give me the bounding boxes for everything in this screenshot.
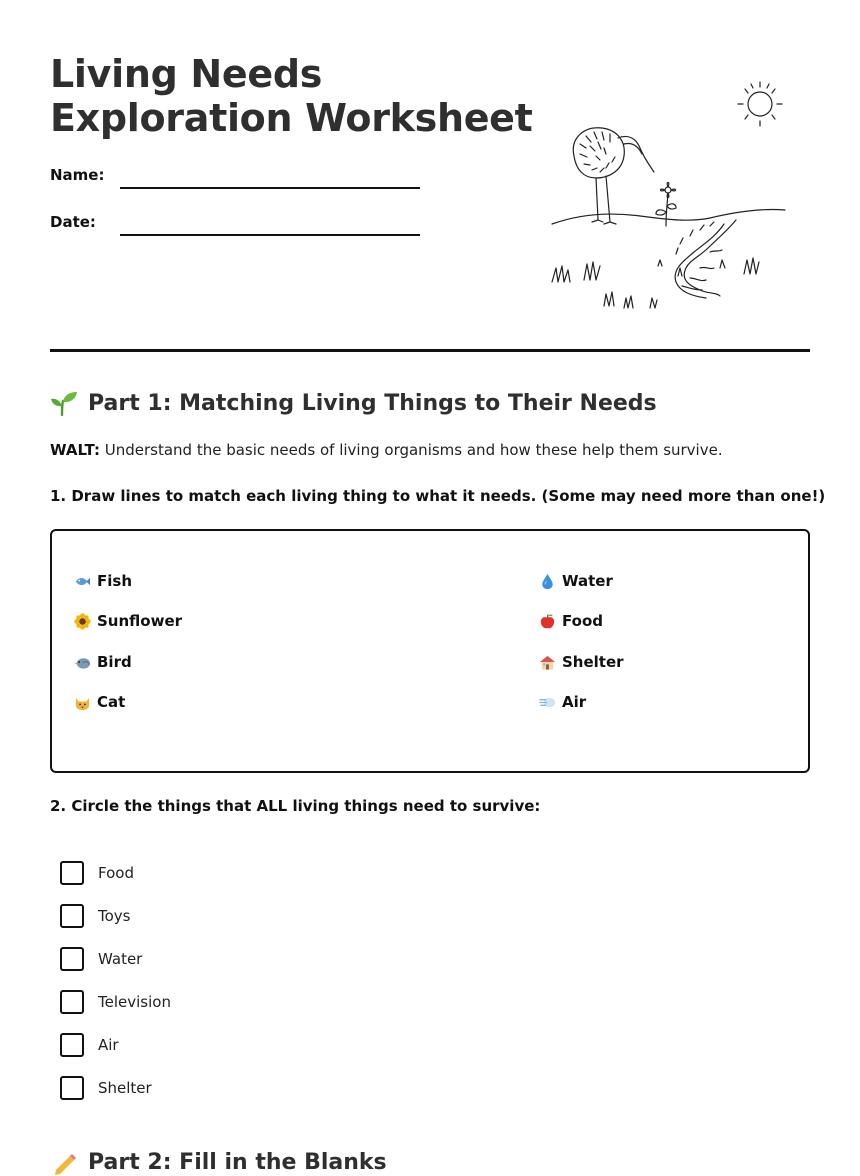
match-need-air[interactable] bbox=[539, 693, 586, 711]
option-label: Air bbox=[98, 1036, 119, 1054]
matching-box[interactable] bbox=[50, 529, 810, 773]
match-item-cat[interactable] bbox=[74, 693, 125, 711]
part2-heading-text: Part 2: Fill in the Blanks bbox=[88, 1149, 387, 1175]
kiwi-landscape-illustration bbox=[540, 72, 800, 322]
match-item-label: Cat bbox=[97, 693, 126, 711]
question-1: 1. Draw lines to match each living thing to what it needs. (Some may need more than one!) bbox=[50, 487, 826, 505]
sun-icon bbox=[738, 82, 782, 126]
checkbox-television[interactable] bbox=[60, 990, 84, 1014]
title-line-1: Living Needs bbox=[50, 52, 323, 96]
bird-icon bbox=[74, 654, 91, 671]
match-item-label: Sunflower bbox=[97, 612, 183, 630]
match-need-food[interactable] bbox=[539, 612, 603, 630]
part1-heading bbox=[50, 389, 657, 417]
pencil-icon bbox=[50, 1148, 78, 1176]
wind-icon bbox=[539, 694, 556, 711]
walt-statement bbox=[50, 441, 723, 459]
water-drop-icon bbox=[539, 573, 556, 590]
checkbox-food[interactable] bbox=[60, 861, 84, 885]
seedling-icon bbox=[50, 389, 78, 417]
option-label: Shelter bbox=[98, 1079, 152, 1097]
header-divider bbox=[50, 349, 810, 352]
question-2: 2. Circle the things that ALL living things need to survive: bbox=[50, 797, 541, 815]
option-row[interactable] bbox=[60, 947, 142, 971]
match-need-label: Water bbox=[562, 572, 613, 590]
title-line-2: Exploration Worksheet bbox=[50, 96, 533, 140]
part2-heading bbox=[50, 1148, 387, 1176]
match-need-label: Air bbox=[562, 693, 587, 711]
option-row[interactable] bbox=[60, 1076, 152, 1100]
kiwi-bird-icon bbox=[573, 128, 654, 224]
option-row[interactable] bbox=[60, 1033, 119, 1057]
match-need-shelter[interactable] bbox=[539, 653, 624, 671]
option-row[interactable] bbox=[60, 990, 171, 1014]
checkbox-water[interactable] bbox=[60, 947, 84, 971]
match-item-label: Bird bbox=[97, 653, 132, 671]
match-item-label: Fish bbox=[97, 572, 132, 590]
date-label: Date: bbox=[50, 213, 96, 231]
name-label: Name: bbox=[50, 166, 105, 184]
date-field[interactable] bbox=[120, 234, 420, 236]
option-row[interactable] bbox=[60, 861, 134, 885]
page-title bbox=[50, 52, 533, 140]
walt-text: Understand the basic needs of living organisms and how these help them survive. bbox=[99, 441, 723, 459]
match-need-label: Shelter bbox=[562, 653, 624, 671]
sunflower-icon bbox=[74, 613, 91, 630]
part1-heading-text: Part 1: Matching Living Things to Their Needs bbox=[88, 390, 657, 416]
option-label: Television bbox=[98, 993, 171, 1011]
walt-label: WALT: bbox=[50, 441, 100, 459]
checkbox-air[interactable] bbox=[60, 1033, 84, 1057]
option-label: Toys bbox=[98, 907, 131, 925]
name-field[interactable] bbox=[120, 187, 420, 189]
checkbox-shelter[interactable] bbox=[60, 1076, 84, 1100]
match-need-label: Food bbox=[562, 612, 603, 630]
match-item-sunflower[interactable] bbox=[74, 612, 182, 630]
option-label: Food bbox=[98, 864, 134, 882]
match-item-fish[interactable] bbox=[74, 572, 132, 590]
match-need-water[interactable] bbox=[539, 572, 613, 590]
house-icon bbox=[539, 654, 556, 671]
fish-icon bbox=[74, 573, 91, 590]
match-item-bird[interactable] bbox=[74, 653, 132, 671]
option-label: Water bbox=[98, 950, 143, 968]
option-row[interactable] bbox=[60, 904, 130, 928]
checkbox-toys[interactable] bbox=[60, 904, 84, 928]
cat-icon bbox=[74, 694, 91, 711]
apple-icon bbox=[539, 613, 556, 630]
